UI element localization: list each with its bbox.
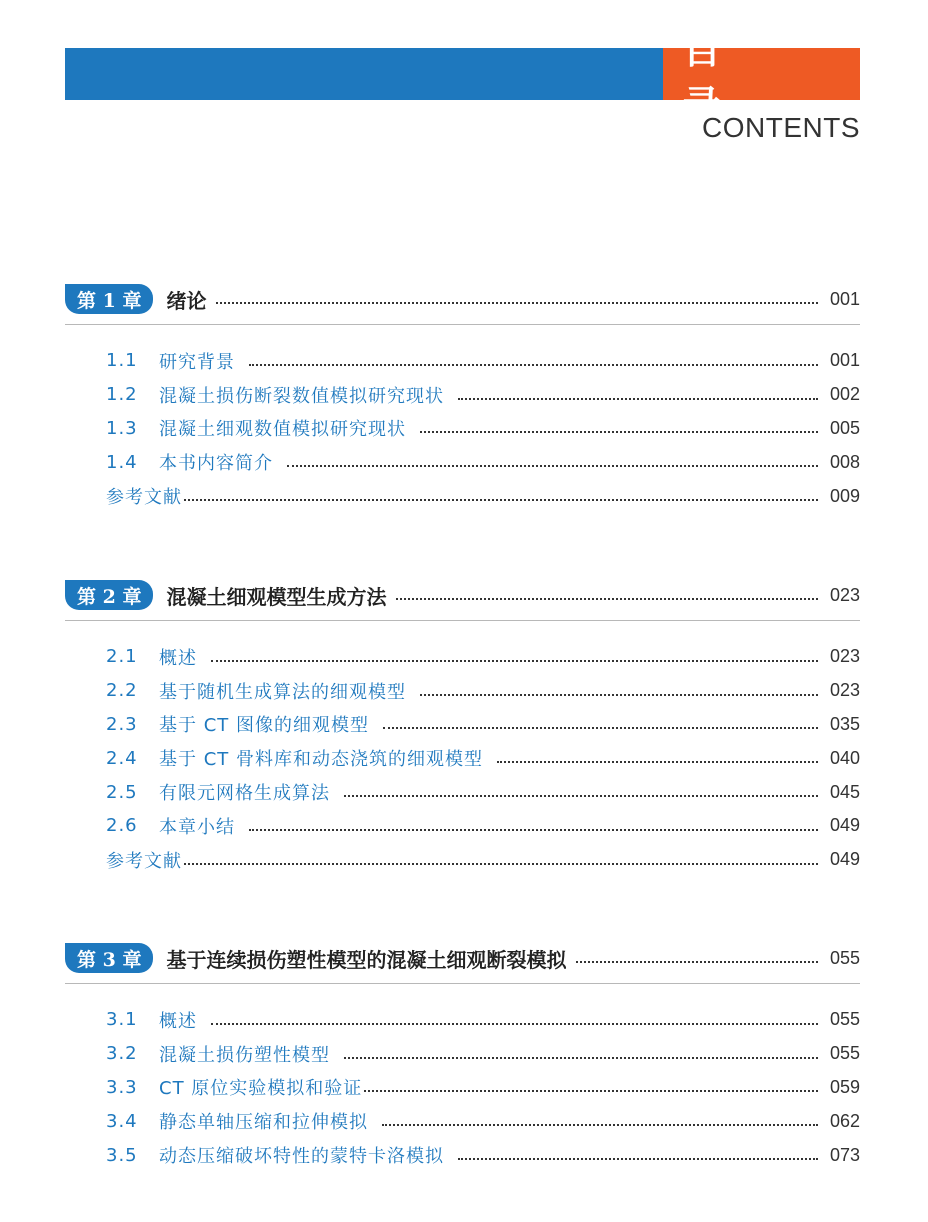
- dot-leader: [458, 398, 818, 400]
- section-number: 2.5: [106, 781, 138, 803]
- page-number: 023: [829, 584, 860, 605]
- toc-entry[interactable]: [65, 1037, 860, 1071]
- section-title: 基于 CT 骨料库和动态浇筑的细观模型: [159, 749, 484, 771]
- section-title: 研究背景: [159, 351, 235, 373]
- section-title: 混凝土细观数值模拟研究现状: [159, 419, 406, 441]
- page-number: 023: [829, 646, 860, 667]
- dot-leader: [344, 1057, 818, 1059]
- references-entry[interactable]: [65, 843, 860, 877]
- chapter-divider: [65, 620, 860, 621]
- chapter-heading[interactable]: [65, 283, 860, 315]
- references-title: 参考文献: [106, 850, 182, 872]
- page-number: 055: [829, 1043, 860, 1064]
- chapter-2: [65, 579, 860, 877]
- page-number: 008: [829, 451, 860, 472]
- section-number: 3.2: [106, 1043, 138, 1065]
- page-subtitle: CONTENTS: [702, 112, 860, 143]
- section-number: 3.5: [106, 1144, 138, 1166]
- dot-leader: [249, 829, 818, 831]
- dot-leader: [420, 431, 818, 433]
- chapter-title: 基于连续损伤塑性模型的混凝土细观断裂模拟: [166, 947, 567, 972]
- dot-leader: [211, 1023, 818, 1025]
- dot-leader: [364, 1090, 818, 1092]
- page-number: 055: [829, 947, 860, 968]
- page-number: 059: [829, 1076, 860, 1097]
- page-number: 002: [829, 384, 860, 405]
- page-title: 目 录: [663, 48, 860, 100]
- dot-leader: [383, 727, 818, 729]
- page-number: 045: [829, 781, 860, 802]
- chapter-heading[interactable]: [65, 942, 860, 974]
- dot-leader: [396, 598, 818, 600]
- chapter-title: 混凝土细观模型生成方法: [166, 584, 387, 609]
- dot-leader: [184, 863, 818, 865]
- section-number: 2.4: [106, 747, 138, 769]
- section-title: 混凝土损伤断裂数值模拟研究现状: [159, 385, 444, 407]
- toc-entry[interactable]: [65, 775, 860, 809]
- toc-entry[interactable]: [65, 344, 860, 378]
- toc-entry[interactable]: [65, 708, 860, 742]
- toc-entry[interactable]: [65, 1138, 860, 1172]
- section-title: 本书内容简介: [159, 453, 273, 475]
- section-list: [65, 1003, 860, 1172]
- section-list: [65, 640, 860, 877]
- section-number: 1.4: [106, 451, 138, 473]
- dot-leader: [249, 364, 818, 366]
- section-number: 2.6: [106, 815, 138, 837]
- dot-leader: [287, 465, 818, 467]
- toc-entry[interactable]: [65, 741, 860, 775]
- section-title: 基于随机生成算法的细观模型: [159, 681, 406, 703]
- page-number: 062: [829, 1110, 860, 1131]
- dot-leader: [211, 660, 818, 662]
- section-number: 3.1: [106, 1009, 138, 1031]
- toc-entry[interactable]: [65, 445, 860, 479]
- page-number: 001: [829, 350, 860, 371]
- references-entry[interactable]: [65, 479, 860, 513]
- dot-leader: [576, 961, 818, 963]
- section-title: 本章小结: [159, 816, 235, 838]
- toc-entry[interactable]: [65, 674, 860, 708]
- toc-entry[interactable]: [65, 1104, 860, 1138]
- header-bar: [65, 48, 663, 100]
- page-number: 049: [829, 815, 860, 836]
- chapter-badge: 第 1 章: [65, 284, 153, 314]
- section-number: 3.4: [106, 1110, 138, 1132]
- section-title: CT 原位实验模拟和验证: [159, 1078, 363, 1100]
- toc-entry[interactable]: [65, 378, 860, 412]
- chapter-divider: [65, 324, 860, 325]
- chapter-title: 绪论: [166, 288, 207, 313]
- page-number: 073: [829, 1144, 860, 1165]
- chapter-badge: 第 2 章: [65, 580, 153, 610]
- references-title: 参考文献: [106, 487, 182, 509]
- section-title: 概述: [159, 647, 197, 669]
- section-number: 2.3: [106, 713, 138, 735]
- section-title: 概述: [159, 1010, 197, 1032]
- dot-leader: [216, 302, 818, 304]
- page-number: 005: [829, 417, 860, 438]
- section-title: 基于 CT 图像的细观模型: [159, 715, 370, 737]
- dot-leader: [382, 1124, 818, 1126]
- dot-leader: [344, 795, 818, 797]
- section-title: 混凝土损伤塑性模型: [159, 1044, 330, 1066]
- toc-entry[interactable]: [65, 1003, 860, 1037]
- page-number: 001: [829, 288, 860, 309]
- page-number: 035: [829, 713, 860, 734]
- toc-entry[interactable]: [65, 1071, 860, 1105]
- dot-leader: [184, 499, 818, 501]
- chapter-1: [65, 283, 860, 513]
- section-list: [65, 344, 860, 513]
- page-number: 055: [829, 1009, 860, 1030]
- section-number: 1.3: [106, 417, 138, 439]
- page-number: 023: [829, 680, 860, 701]
- dot-leader: [420, 694, 818, 696]
- chapter-badge: 第 3 章: [65, 943, 153, 973]
- section-number: 1.2: [106, 384, 138, 406]
- page-number: 040: [829, 747, 860, 768]
- section-number: 2.1: [106, 646, 138, 668]
- section-number: 2.2: [106, 680, 138, 702]
- toc-entry[interactable]: [65, 412, 860, 446]
- chapter-3: [65, 942, 860, 1172]
- toc-entry[interactable]: [65, 640, 860, 674]
- section-number: 1.1: [106, 350, 138, 372]
- chapter-divider: [65, 983, 860, 984]
- page-number: 009: [829, 485, 860, 506]
- section-number: 3.3: [106, 1076, 138, 1098]
- section-title: 有限元网格生成算法: [159, 783, 330, 805]
- section-title: 静态单轴压缩和拉伸模拟: [159, 1112, 368, 1134]
- section-title: 动态压缩破坏特性的蒙特卡洛模拟: [159, 1146, 444, 1168]
- chapter-heading[interactable]: [65, 579, 860, 611]
- page-number: 049: [829, 849, 860, 870]
- dot-leader: [497, 761, 818, 763]
- dot-leader: [458, 1158, 818, 1160]
- toc-entry[interactable]: [65, 809, 860, 843]
